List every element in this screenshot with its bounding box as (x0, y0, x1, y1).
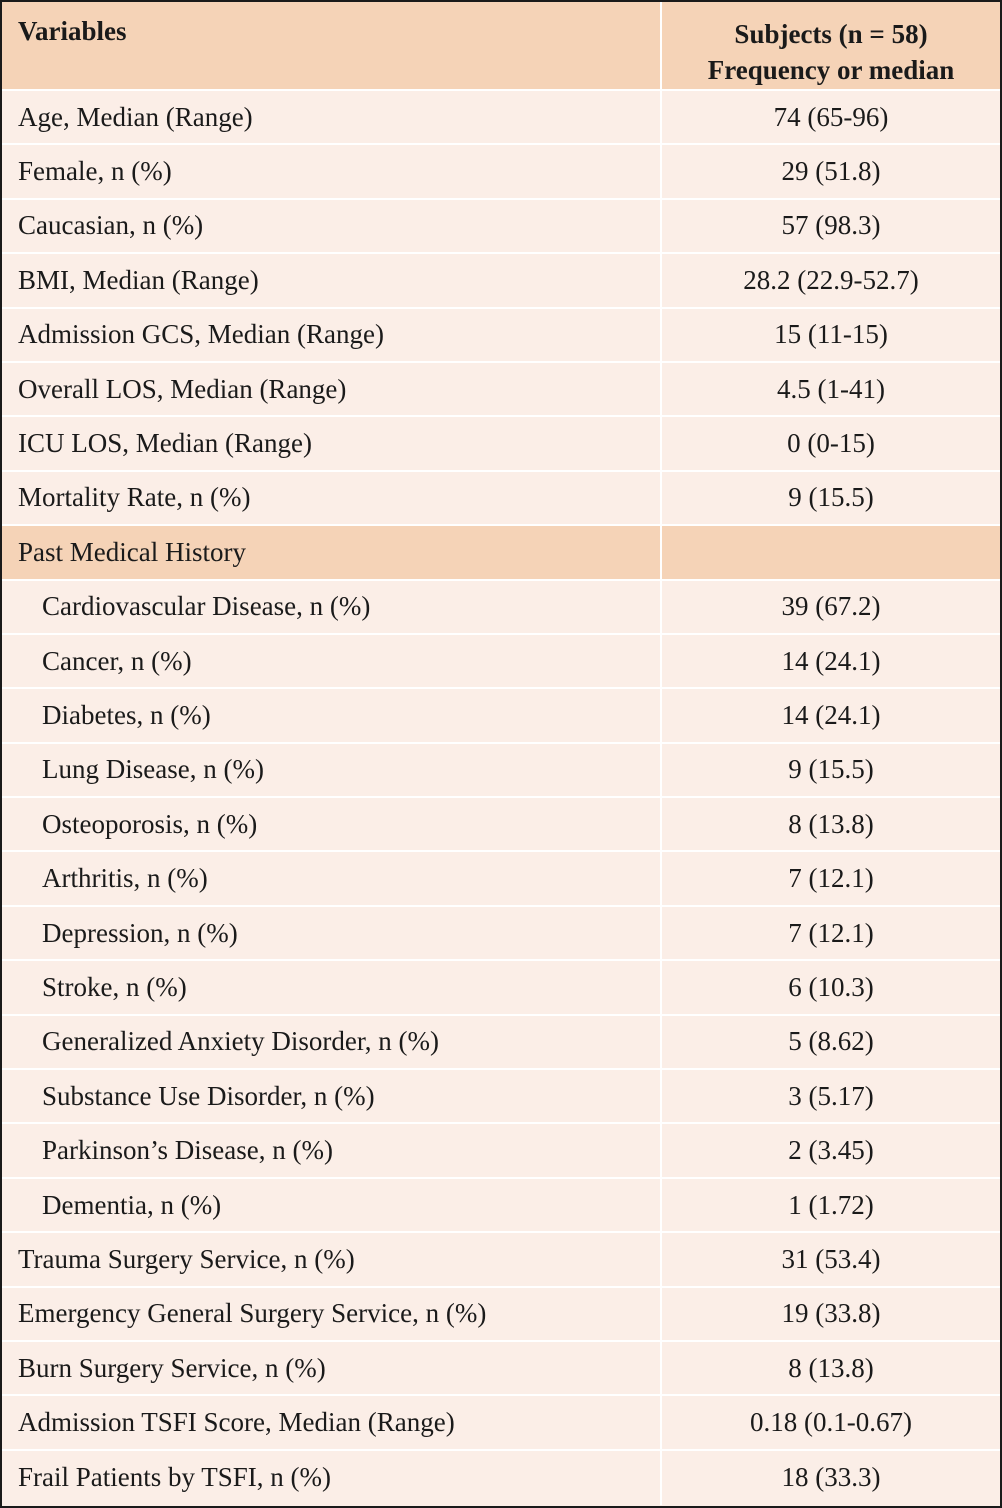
table-row (2, 1342, 1000, 1396)
row-value: 9 (15.5) (788, 482, 874, 513)
table-row (2, 1396, 1000, 1450)
table-row (2, 1233, 1000, 1287)
row-value: 7 (12.1) (788, 863, 874, 894)
row-value: 8 (13.8) (788, 808, 874, 839)
table-row (2, 1288, 1000, 1342)
subjects-column-header (662, 2, 1000, 89)
section-label: Past Medical History (2, 526, 662, 578)
row-label: Arthritis, n (%) (2, 852, 662, 904)
row-value: 18 (33.3) (781, 1462, 881, 1493)
row-label: BMI, Median (Range) (2, 254, 662, 306)
row-label: Emergency General Surgery Service, n (%) (2, 1288, 662, 1340)
table-row (2, 1179, 1000, 1233)
table-row (2, 309, 1000, 363)
table-row (2, 961, 1000, 1015)
table-row (2, 1016, 1000, 1070)
row-value: 1 (1.72) (788, 1189, 874, 1220)
row-label: Dementia, n (%) (2, 1179, 662, 1231)
row-value: 31 (53.4) (781, 1243, 881, 1274)
row-label: Age, Median (Range) (2, 91, 662, 143)
row-label: Parkinson’s Disease, n (%) (2, 1124, 662, 1176)
row-label: Admission GCS, Median (Range) (2, 309, 662, 361)
row-value: 3 (5.17) (788, 1080, 874, 1111)
row-value: 6 (10.3) (788, 971, 874, 1002)
row-label: Overall LOS, Median (Range) (2, 363, 662, 415)
row-label: Cancer, n (%) (2, 635, 662, 687)
table-row (2, 744, 1000, 798)
row-label: Female, n (%) (2, 145, 662, 197)
table-row (2, 798, 1000, 852)
row-label: Diabetes, n (%) (2, 689, 662, 741)
row-value: 0.18 (0.1-0.67) (750, 1407, 912, 1438)
variables-column-header: Variables (2, 2, 662, 89)
row-value: 5 (8.62) (788, 1026, 874, 1057)
table-row (2, 1124, 1000, 1178)
table-row (2, 581, 1000, 635)
table-row (2, 145, 1000, 199)
table-header-row (2, 2, 1000, 91)
row-label: Generalized Anxiety Disorder, n (%) (2, 1016, 662, 1068)
row-label: Caucasian, n (%) (2, 200, 662, 252)
table-row (2, 417, 1000, 471)
section-header-row (2, 526, 1000, 580)
table-row (2, 472, 1000, 526)
row-label: Admission TSFI Score, Median (Range) (2, 1396, 662, 1448)
row-value: 29 (51.8) (781, 156, 881, 187)
section-value (662, 526, 1000, 578)
row-value: 0 (0-15) (787, 428, 875, 459)
row-value: 9 (15.5) (788, 754, 874, 785)
row-value: 14 (24.1) (781, 699, 881, 730)
row-value: 8 (13.8) (788, 1352, 874, 1383)
row-value: 14 (24.1) (781, 645, 881, 676)
row-label: Depression, n (%) (2, 907, 662, 959)
row-label: Osteoporosis, n (%) (2, 798, 662, 850)
table-row (2, 852, 1000, 906)
table-row (2, 689, 1000, 743)
row-label: Mortality Rate, n (%) (2, 472, 662, 524)
row-value: 57 (98.3) (781, 210, 881, 241)
row-value: 2 (3.45) (788, 1135, 874, 1166)
row-label: Burn Surgery Service, n (%) (2, 1342, 662, 1394)
table-row (2, 91, 1000, 145)
table-row (2, 907, 1000, 961)
subjects-header-line2: Frequency or median (707, 55, 955, 85)
table-row (2, 635, 1000, 689)
row-label: ICU LOS, Median (Range) (2, 417, 662, 469)
row-value: 15 (11-15) (774, 319, 888, 350)
table-row (2, 363, 1000, 417)
table-row (2, 200, 1000, 254)
row-label: Frail Patients by TSFI, n (%) (2, 1451, 662, 1505)
row-label: Trauma Surgery Service, n (%) (2, 1233, 662, 1285)
table-row (2, 254, 1000, 308)
row-value: 4.5 (1-41) (777, 373, 885, 404)
table-row (2, 1070, 1000, 1124)
row-value: 28.2 (22.9-52.7) (743, 264, 919, 295)
row-value: 74 (65-96) (773, 101, 889, 132)
subjects-header-line1: Subjects (n = 58) (734, 19, 928, 49)
row-value: 7 (12.1) (788, 917, 874, 948)
table-row (2, 1451, 1000, 1505)
row-label: Stroke, n (%) (2, 961, 662, 1013)
row-label: Cardiovascular Disease, n (%) (2, 581, 662, 633)
row-label: Lung Disease, n (%) (2, 744, 662, 796)
row-value: 19 (33.8) (781, 1298, 881, 1329)
row-value: 39 (67.2) (781, 591, 881, 622)
row-label: Substance Use Disorder, n (%) (2, 1070, 662, 1122)
